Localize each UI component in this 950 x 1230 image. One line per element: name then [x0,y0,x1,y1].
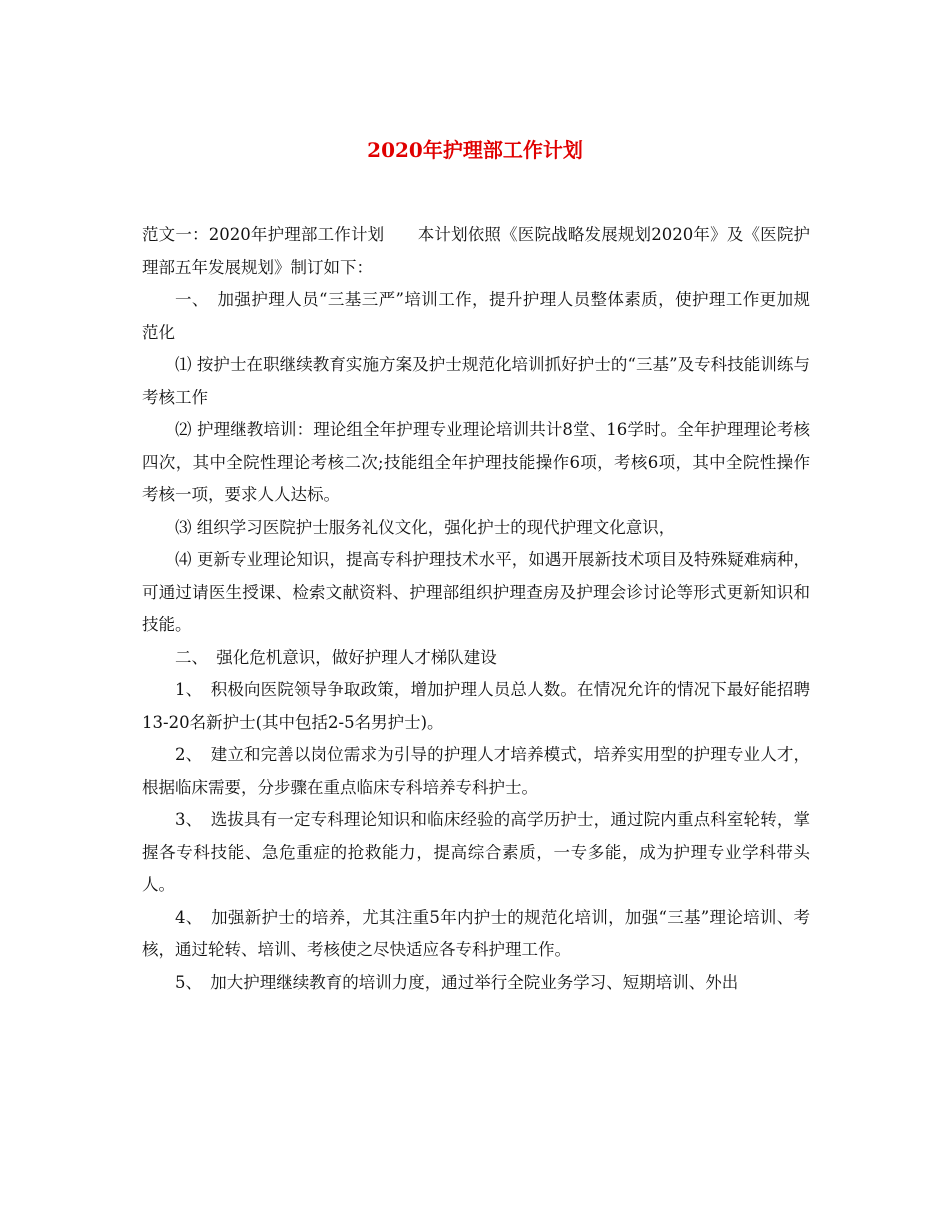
document-title: 2020年护理部工作计划 [367,138,583,162]
paragraph-point-3: 3、 选拔具有一定专科理论知识和临床经验的高学历护士，通过院内重点科室轮转，掌握各专科技能、急危重症的抢救能力，提高综合素质，一专多能，成为护理专业学科带头人。 [142,810,810,894]
paragraph-item-4: ⑷ 更新专业理论知识，提高专科护理技术水平，如遇开展新技术项目及特殊疑难病种，可通过请医生授课、检索文献资料、护理部组织护理查房及护理会诊讨论等形式更新知识和技能。 [142,550,810,634]
paragraph-item-3: ⑶ 组织学习医院护士服务礼仪文化，强化护士的现代护理文化意识， [175,517,676,537]
paragraph-section-2-heading: 二、 强化危机意识，做好护理人才梯队建设 [175,647,497,667]
paragraph-point-4: 4、 加强新护士的培养，尤其注重5年内护士的规范化培训，加强“三基”理论培训、考核，通过轮转、培训、考核使之尽快适应各专科护理工作。 [142,907,810,959]
paragraph-point-5: 5、 加大护理继续教育的培训力度，通过举行全院业务学习、短期培训、外出 [175,972,739,992]
paragraph-point-2: 2、 建立和完善以岗位需求为引导的护理人才培养模式，培养实用型的护理专业人才，根据临床需要，分步骤在重点临床专科培养专科护士。 [142,745,810,797]
paragraph-item-2: ⑵ 护理继教培训：理论组全年护理专业理论培训共计8堂、16学时。全年护理理论考核四次，其中全院性理论考核二次;技能组全年护理技能操作6项，考核6项，其中全院性操作考核一项，要求人人达标。 [142,420,810,504]
document-body [142,219,810,999]
paragraph-section-1-heading: 一、 加强护理人员“三基三严”培训工作，提升护理人员整体素质，使护理工作更加规范化 [142,290,810,342]
paragraph-point-1: 1、 积极向医院领导争取政策，增加护理人员总人数。在情况允许的情况下最好能招聘13-20名新护士(其中包括2-5名男护士)。 [142,680,810,732]
paragraph-intro: 范文一：2020年护理部工作计划 本计划依照《医院战略发展规划2020年》及《医院护理部五年发展规划》制订如下： [142,225,810,277]
paragraph-item-1: ⑴ 按护士在职继续教育实施方案及护士规范化培训抓好护士的“三基”及专科技能训练与考核工作 [142,355,810,407]
